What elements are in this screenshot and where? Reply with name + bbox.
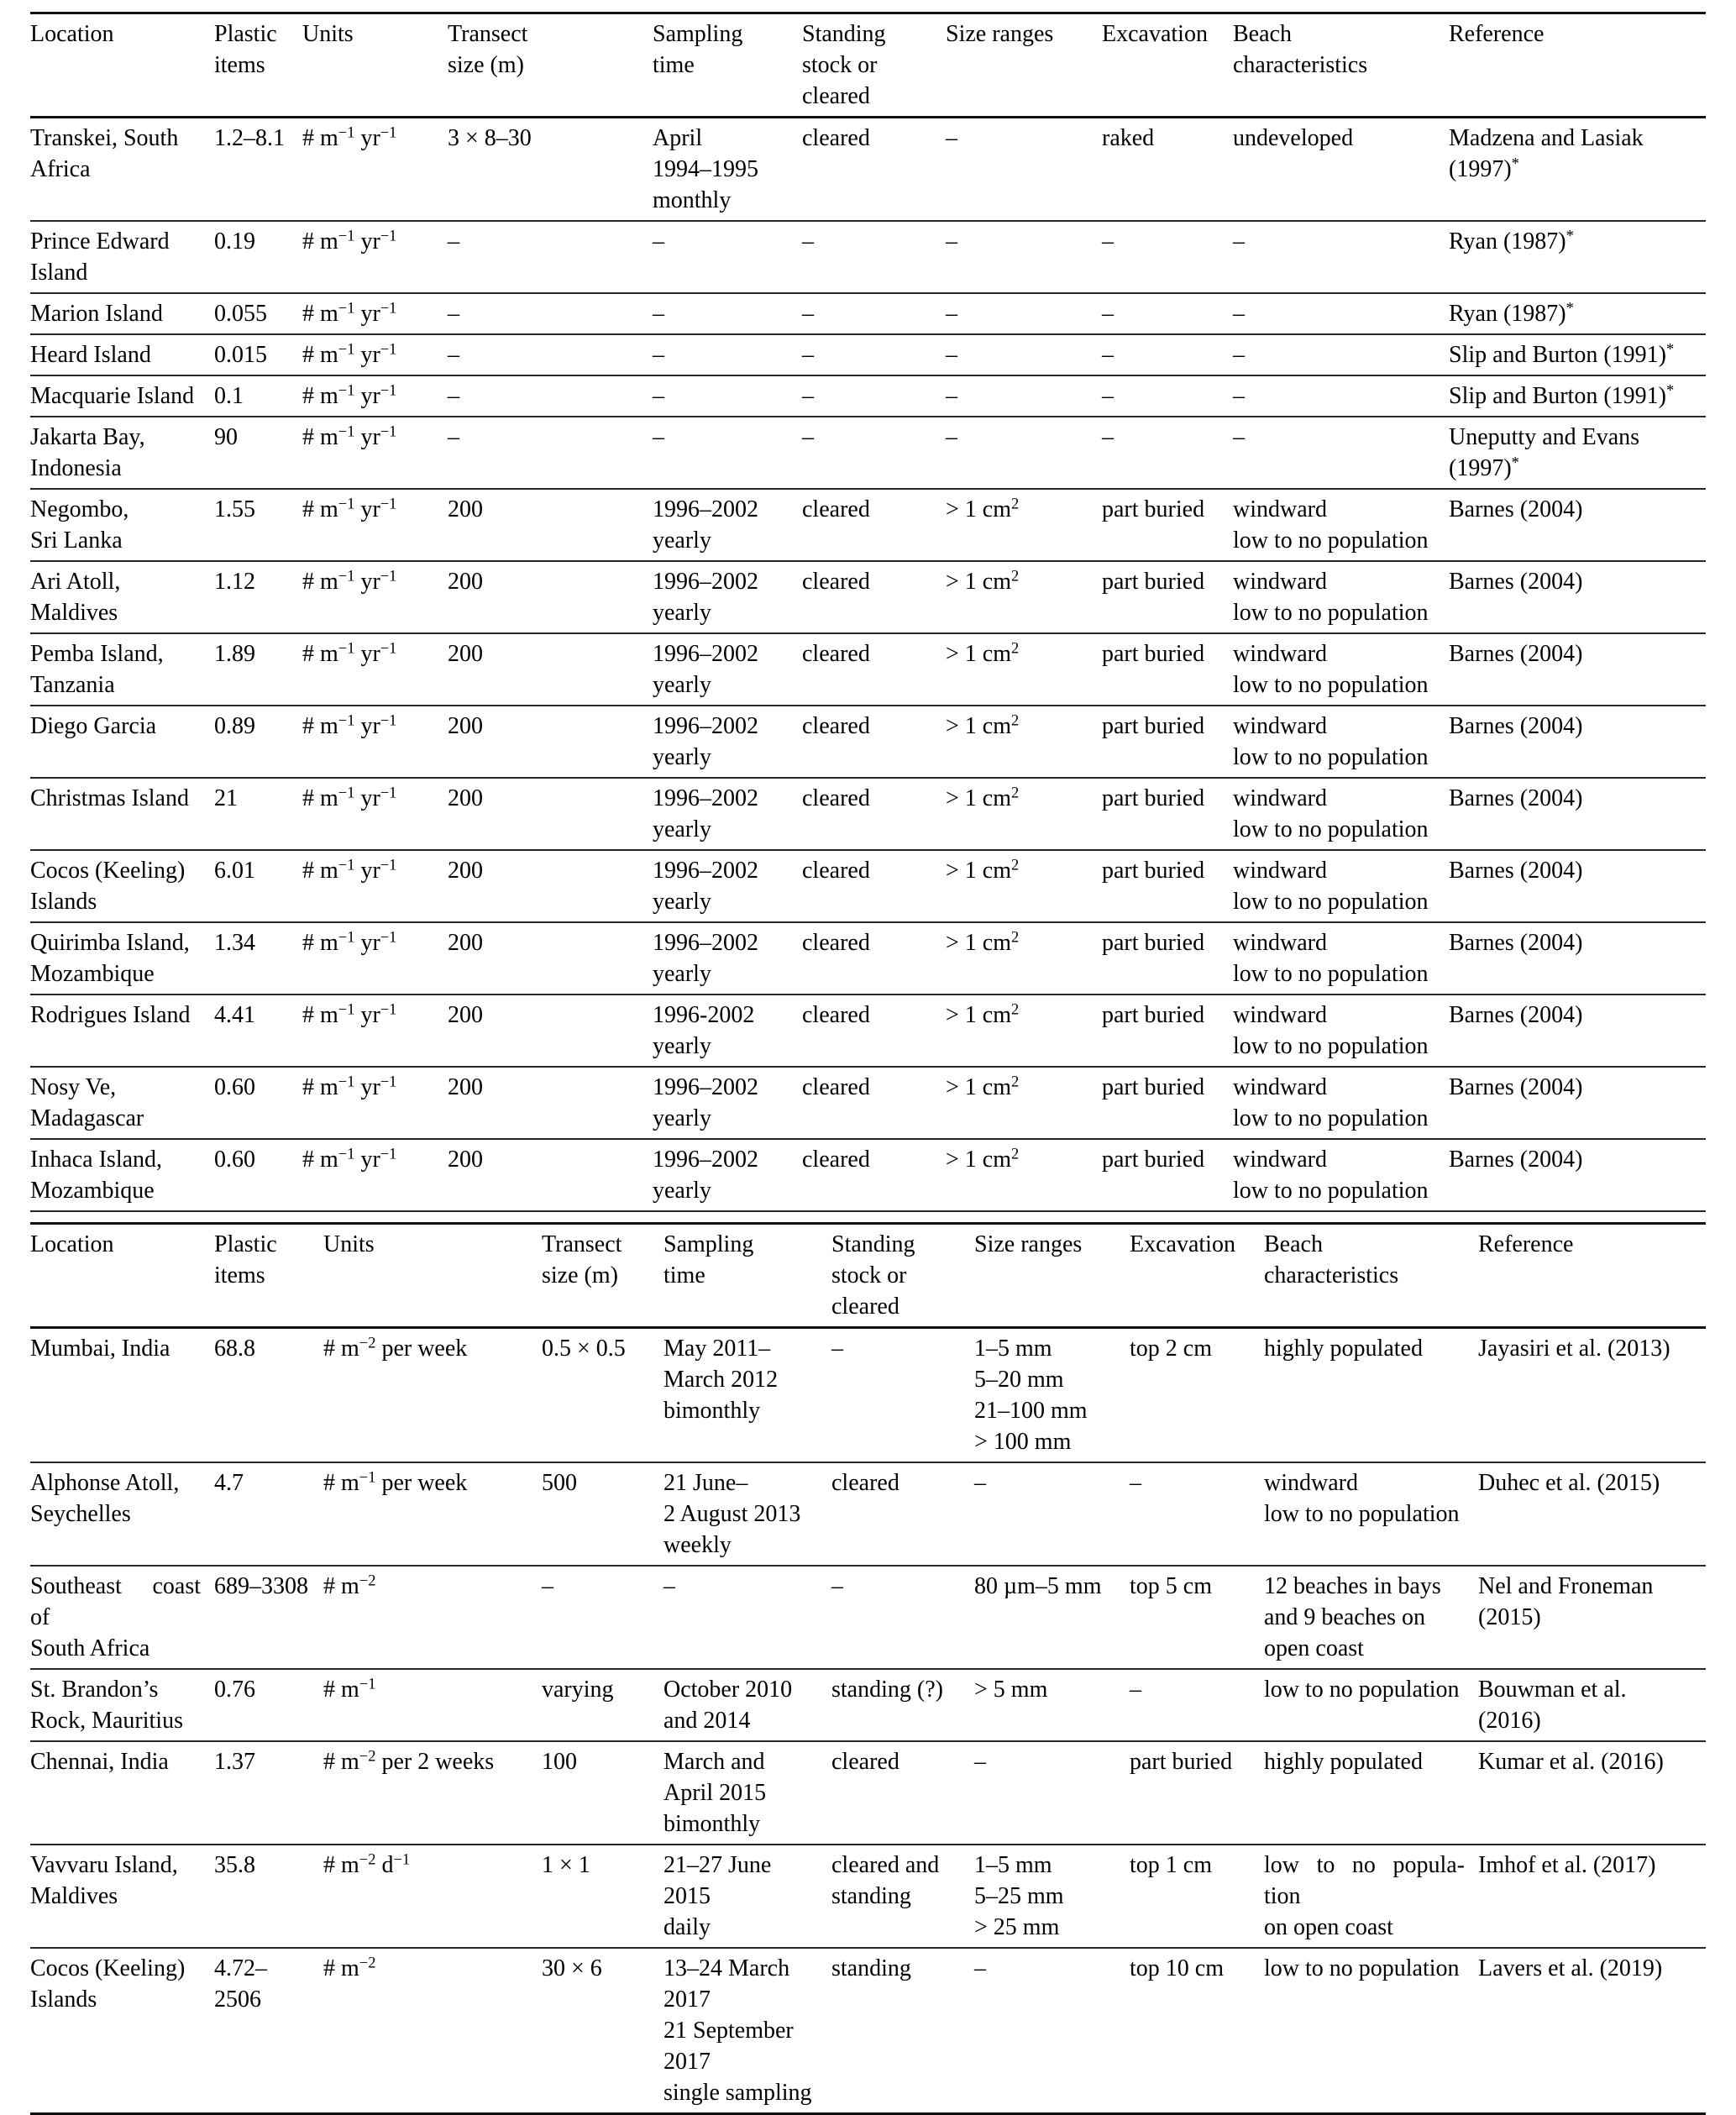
cell-excavation: part buried <box>1102 561 1233 633</box>
cell-sampling_time: 13–24 March 2017 21 September 2017 single sampling <box>663 1948 831 2114</box>
cell-excavation: raked <box>1102 125 1155 151</box>
cell-transect_size: 200 <box>448 633 653 706</box>
table-row <box>30 1948 1706 2114</box>
cell-size_ranges: > 1 $cm^2$ <box>946 778 1102 850</box>
cell-excavation: part buried <box>1102 489 1233 561</box>
cell-transect_size: – <box>448 293 653 334</box>
column-header-reference: Reference <box>1478 1224 1706 1328</box>
cell-units: # $m^{-1}$ $yr^{-1}$ <box>302 375 448 417</box>
cell-size_ranges: 1–5 mm 5–25 mm > 25 mm <box>974 1845 1130 1948</box>
cell-standing_or_cleared: cleared <box>831 1741 974 1845</box>
cell-units: # $m^{-1}$ $yr^{-1}$ <box>302 1067 448 1139</box>
header-row <box>30 13 1706 118</box>
column-header-sampling_time: Sampling time <box>653 13 802 118</box>
cell-plastic_items: 1.89 <box>214 633 302 706</box>
cell-beach_characteristics: – <box>1233 417 1449 489</box>
cell-reference: Lavers et al. (2019) <box>1478 1948 1706 2114</box>
cell-size_ranges: > 1 $cm^2$ <box>946 561 1102 633</box>
cell-size_ranges: > 1 $cm^2$ <box>946 1139 1102 1211</box>
cell-beach_characteristics: 12 beaches in bays and 9 beaches on open coast <box>1264 1566 1478 1669</box>
cell-units: # $m^{-2}$ $d^{-1}$ <box>323 1845 542 1948</box>
cell-units: # $m^{-1}$ <box>323 1669 542 1741</box>
cell-reference: Ryan (1987)* <box>1449 221 1706 293</box>
cell-beach_characteristics: windward low to no population <box>1233 778 1449 850</box>
cell-reference: Barnes (2004) <box>1449 561 1706 633</box>
cell-size_ranges: 80 µm–5 mm <box>974 1566 1130 1669</box>
cell-units: # $m^{-1}$ $yr^{-1}$ <box>302 922 448 995</box>
cell-plastic_items: 0.015 <box>214 334 302 375</box>
cell-excavation: part buried <box>1102 778 1233 850</box>
cell-size_ranges: > 5 mm <box>974 1669 1130 1741</box>
cell-transect_size: 200 <box>448 778 653 850</box>
cell-excavation: – <box>1102 334 1233 375</box>
cell-sampling_time: 1996-2002 yearly <box>653 995 802 1067</box>
cell-sampling_time: – <box>653 417 802 489</box>
cell-excavation: – <box>1130 1462 1264 1566</box>
cell-reference: Barnes (2004) <box>1449 633 1706 706</box>
cell-sampling_time: 1996–2002 yearly <box>653 1139 802 1211</box>
column-header-reference: Reference <box>1449 13 1706 118</box>
cell-sampling_time: March and April 2015 bimonthly <box>663 1741 831 1845</box>
cell-plastic_items: 21 <box>214 778 302 850</box>
cell-sampling_time: – <box>653 375 802 417</box>
cell-plastic_items: 0.60 <box>214 1139 302 1211</box>
cell-location: Macquarie Island <box>30 375 214 417</box>
cell-size_ranges: – <box>946 293 1102 334</box>
cell-plastic_items: 6.01 <box>214 850 302 922</box>
cell-beach_characteristics: – <box>1233 334 1449 375</box>
cell-units: # $m^{-1}$ $yr^{-1}$ <box>302 417 448 489</box>
cell-units: # $m^{-1}$ $yr^{-1}$ <box>302 633 448 706</box>
column-header-plastic_items: Plastic items <box>214 13 302 118</box>
cell-location: Negombo, Sri Lanka <box>30 489 214 561</box>
cell-location: Cocos (Keeling) Islands <box>30 1948 214 2114</box>
cell-reference: Madzena and Lasiak (1997)* <box>1449 125 1644 182</box>
cell-sampling_time: 1996–2002 yearly <box>653 778 802 850</box>
cell-excavation: part buried <box>1130 1741 1264 1845</box>
cell-transect_size: – <box>542 1566 663 1669</box>
cell-excavation: part buried <box>1102 850 1233 922</box>
cell-units: # $m^{-1}$ $yr^{-1}$ <box>302 778 448 850</box>
cell-reference: Barnes (2004) <box>1449 922 1706 995</box>
cell-transect_size: 200 <box>448 1139 653 1211</box>
cell-transect_size: 200 <box>448 850 653 922</box>
column-header-beach_characteristics: Beach characteristics <box>1233 13 1449 118</box>
cell-size_ranges: > 1 $cm^2$ <box>946 706 1102 778</box>
table-row <box>30 334 1706 375</box>
cell-standing_or_cleared: – <box>802 417 946 489</box>
cell-standing_or_cleared: cleared <box>802 489 946 561</box>
cell-units: # $m^{-1}$ $yr^{-1}$ <box>302 1139 448 1211</box>
cell-location: Pemba Island, Tanzania <box>30 633 214 706</box>
cell-location: Cocos (Keeling) Islands <box>30 850 214 922</box>
cell-plastic_items: 0.055 <box>214 293 302 334</box>
cell-beach_characteristics: highly populated <box>1264 1741 1478 1845</box>
cell-sampling_time: April 1994–1995 monthly <box>653 125 758 213</box>
table-row <box>30 561 1706 633</box>
table-row <box>30 922 1706 995</box>
cell-beach_characteristics: windward low to no population <box>1233 633 1449 706</box>
cell-standing_or_cleared: cleared <box>802 1067 946 1139</box>
column-header-size_ranges: Size ranges <box>946 13 1102 118</box>
column-header-size_ranges: Size ranges <box>974 1224 1130 1328</box>
cell-beach_characteristics: windward low to no population <box>1233 1139 1449 1211</box>
table-row <box>30 1845 1706 1948</box>
cell-plastic_items: 0.1 <box>214 375 302 417</box>
cell-size_ranges: – <box>974 1462 1130 1566</box>
cell-sampling_time: 1996–2002 yearly <box>653 489 802 561</box>
cell-size_ranges: 1–5 mm 5–20 mm 21–100 mm > 100 mm <box>974 1336 1088 1455</box>
cell-plastic_items: 35.8 <box>214 1845 323 1948</box>
cell-size_ranges: > 1 $cm^2$ <box>946 489 1102 561</box>
cell-plastic_items: 0.76 <box>214 1669 323 1741</box>
table-row <box>30 221 1706 293</box>
table-row <box>30 1462 1706 1566</box>
cell-size_ranges: > 1 $cm^2$ <box>946 995 1102 1067</box>
cell-plastic_items: 1.2–8.1 <box>214 125 285 151</box>
cell-location: Marion Island <box>30 293 214 334</box>
cell-sampling_time: 1996–2002 yearly <box>653 922 802 995</box>
cell-excavation: part buried <box>1102 1139 1233 1211</box>
cell-plastic_items: 0.89 <box>214 706 302 778</box>
table-row <box>30 1669 1706 1741</box>
cell-plastic_items: 1.55 <box>214 489 302 561</box>
cell-standing_or_cleared: cleared <box>802 125 870 151</box>
cell-size_ranges: – <box>946 221 1102 293</box>
cell-plastic_items: 1.12 <box>214 561 302 633</box>
cell-location: Chennai, India <box>30 1741 214 1845</box>
cell-transect_size: – <box>448 375 653 417</box>
cell-units: # $m^{-1}$ $yr^{-1}$ <box>302 995 448 1067</box>
cell-beach_characteristics: undeveloped <box>1233 125 1354 151</box>
column-header-units: Units <box>302 13 448 118</box>
cell-beach_characteristics: windward low to no population <box>1264 1462 1478 1566</box>
cell-size_ranges: > 1 $cm^2$ <box>946 922 1102 995</box>
cell-plastic_items: 4.72–2506 <box>214 1948 323 2114</box>
cell-size_ranges: – <box>946 417 1102 489</box>
cell-reference: Slip and Burton (1991)* <box>1449 334 1706 375</box>
cell-size_ranges: – <box>946 375 1102 417</box>
table-row <box>30 995 1706 1067</box>
column-header-standing_or_cleared: Standing stock or cleared <box>802 13 946 118</box>
column-header-plastic_items: Plastic items <box>214 1224 323 1328</box>
table-row <box>30 293 1706 334</box>
cell-units: # $m^{-2}$ <box>323 1948 542 2114</box>
cell-transect_size: varying <box>542 1669 663 1741</box>
cell-sampling_time: October 2010 and 2014 <box>663 1669 831 1741</box>
cell-excavation: top 1 cm <box>1130 1845 1264 1948</box>
cell-units: # $m^{-2}$ <box>323 1566 542 1669</box>
cell-reference: Nel and Froneman (2015) <box>1478 1566 1706 1669</box>
table-row <box>30 633 1706 706</box>
column-header-transect_size: Transect size (m) <box>542 1224 663 1328</box>
cell-location: Heard Island <box>30 334 214 375</box>
cell-excavation: top 5 cm <box>1130 1566 1264 1669</box>
cell-beach_characteristics: – <box>1233 293 1449 334</box>
cell-plastic_items: 0.60 <box>214 1067 302 1139</box>
cell-units: # $m^{-1}$ $yr^{-1}$ <box>302 561 448 633</box>
cell-location: Christmas Island <box>30 778 214 850</box>
cell-location: Nosy Ve, Madagascar <box>30 1067 214 1139</box>
column-header-beach_characteristics: Beach characteristics <box>1264 1224 1478 1328</box>
cell-location: Jakarta Bay, Indonesia <box>30 417 214 489</box>
cell-location: Transkei, South Africa <box>30 125 179 182</box>
cell-standing_or_cleared: – <box>831 1336 843 1362</box>
column-header-standing_or_cleared: Standing stock or cleared <box>831 1224 974 1328</box>
cell-beach_characteristics: windward low to no population <box>1233 561 1449 633</box>
table-row <box>30 417 1706 489</box>
cell-standing_or_cleared: cleared <box>802 633 946 706</box>
cell-standing_or_cleared: cleared <box>802 1139 946 1211</box>
cell-sampling_time: 1996–2002 yearly <box>653 706 802 778</box>
cell-location: Southeast coast of South Africa <box>30 1566 214 1669</box>
cell-location: Mumbai, India <box>30 1336 170 1362</box>
beach-table-upper <box>30 12 1706 1212</box>
cell-transect_size: – <box>448 334 653 375</box>
table-row <box>30 375 1706 417</box>
cell-transect_size: – <box>448 221 653 293</box>
cell-location: Alphonse Atoll, Seychelles <box>30 1462 214 1566</box>
cell-plastic_items: 1.37 <box>214 1741 323 1845</box>
cell-location: Quirimba Island, Mozambique <box>30 922 214 995</box>
cell-sampling_time: – <box>653 293 802 334</box>
cell-reference: Barnes (2004) <box>1449 1139 1706 1211</box>
table-row <box>30 489 1706 561</box>
table-row <box>30 1139 1706 1211</box>
cell-beach_characteristics: windward low to no population <box>1233 995 1449 1067</box>
cell-excavation: – <box>1102 417 1233 489</box>
cell-plastic_items: 90 <box>214 417 302 489</box>
cell-sampling_time: 1996–2002 yearly <box>653 1067 802 1139</box>
cell-location: Prince Edward Island <box>30 221 214 293</box>
table-row <box>30 850 1706 922</box>
cell-reference: Barnes (2004) <box>1449 778 1706 850</box>
cell-excavation: – <box>1102 375 1233 417</box>
cell-transect_size: 0.5 × 0.5 <box>542 1336 626 1362</box>
cell-transect_size: 200 <box>448 706 653 778</box>
cell-excavation: part buried <box>1102 922 1233 995</box>
cell-location: Inhaca Island, Mozambique <box>30 1139 214 1211</box>
cell-transect_size: 200 <box>448 489 653 561</box>
cell-standing_or_cleared: cleared <box>802 850 946 922</box>
cell-sampling_time: – <box>653 221 802 293</box>
cell-excavation: – <box>1130 1669 1264 1741</box>
cell-transect_size: – <box>448 417 653 489</box>
cell-beach_characteristics: low to no population <box>1264 1669 1478 1741</box>
cell-beach_characteristics: windward low to no population <box>1233 706 1449 778</box>
column-header-excavation: Excavation <box>1102 13 1233 118</box>
cell-beach_characteristics: low to no population <box>1264 1948 1478 2114</box>
cell-beach_characteristics: – <box>1233 221 1449 293</box>
cell-reference: Bouwman et al. (2016) <box>1478 1669 1706 1741</box>
cell-standing_or_cleared: – <box>802 221 946 293</box>
column-header-transect_size: Transect size (m) <box>448 13 653 118</box>
cell-standing_or_cleared: standing (?) <box>831 1669 974 1741</box>
cell-units: # $m^{-1}$ $yr^{-1}$ <box>302 850 448 922</box>
cell-transect_size: 200 <box>448 922 653 995</box>
cell-sampling_time: May 2011– March 2012 bimonthly <box>663 1336 779 1424</box>
cell-beach_characteristics: low to no popula- tion on open coast <box>1264 1845 1478 1948</box>
cell-plastic_items: 0.19 <box>214 221 302 293</box>
table-row <box>30 706 1706 778</box>
cell-excavation: top 2 cm <box>1130 1336 1212 1362</box>
cell-location: Diego Garcia <box>30 706 214 778</box>
cell-transect_size: 500 <box>542 1462 663 1566</box>
cell-standing_or_cleared: cleared <box>802 922 946 995</box>
column-header-excavation: Excavation <box>1130 1224 1264 1328</box>
cell-size_ranges: – <box>974 1741 1130 1845</box>
cell-size_ranges: – <box>946 334 1102 375</box>
cell-location: Rodrigues Island <box>30 995 214 1067</box>
cell-size_ranges: – <box>974 1948 1130 2114</box>
cell-transect_size: 200 <box>448 1067 653 1139</box>
cell-units: # $m^{-2}$ per week <box>323 1334 468 1362</box>
cell-reference: Slip and Burton (1991)* <box>1449 375 1706 417</box>
table-row <box>30 778 1706 850</box>
cell-standing_or_cleared: – <box>802 375 946 417</box>
cell-reference: Jayasiri et al. (2013) <box>1478 1336 1670 1362</box>
cell-transect_size: 100 <box>542 1741 663 1845</box>
cell-standing_or_cleared: cleared <box>802 995 946 1067</box>
cell-excavation: – <box>1102 221 1233 293</box>
cell-plastic_items: 4.41 <box>214 995 302 1067</box>
cell-reference: Barnes (2004) <box>1449 706 1706 778</box>
cell-standing_or_cleared: cleared <box>831 1462 974 1566</box>
cell-standing_or_cleared: cleared <box>802 561 946 633</box>
cell-excavation: part buried <box>1102 1067 1233 1139</box>
cell-reference: Uneputty and Evans (1997)* <box>1449 417 1706 489</box>
beach-table-lower <box>30 1222 1706 2115</box>
cell-units: # $m^{-1}$ $yr^{-1}$ <box>302 123 397 151</box>
cell-transect_size: 3 × 8–30 <box>448 125 532 151</box>
cell-units: # $m^{-1}$ $yr^{-1}$ <box>302 293 448 334</box>
cell-transect_size: 30 × 6 <box>542 1948 663 2114</box>
cell-plastic_items: 68.8 <box>214 1336 255 1362</box>
cell-standing_or_cleared: – <box>831 1566 974 1669</box>
cell-units: # $m^{-1}$ $yr^{-1}$ <box>302 221 448 293</box>
cell-reference: Barnes (2004) <box>1449 850 1706 922</box>
cell-standing_or_cleared: – <box>802 293 946 334</box>
cell-sampling_time: 1996–2002 yearly <box>653 850 802 922</box>
cell-reference: Barnes (2004) <box>1449 1067 1706 1139</box>
cell-plastic_items: 689–3308 <box>214 1566 323 1669</box>
cell-excavation: part buried <box>1102 633 1233 706</box>
cell-location: Ari Atoll, Maldives <box>30 561 214 633</box>
cell-units: # $m^{-1}$ $yr^{-1}$ <box>302 334 448 375</box>
cell-standing_or_cleared: cleared and standing <box>831 1845 974 1948</box>
column-header-location: Location <box>30 13 214 118</box>
cell-beach_characteristics: windward low to no population <box>1233 922 1449 995</box>
table-row <box>30 1067 1706 1139</box>
header-row <box>30 1224 1706 1328</box>
cell-plastic_items: 1.34 <box>214 922 302 995</box>
cell-standing_or_cleared: standing <box>831 1948 974 2114</box>
cell-standing_or_cleared: cleared <box>802 706 946 778</box>
cell-beach_characteristics: windward low to no population <box>1233 850 1449 922</box>
cell-transect_size: 1 × 1 <box>542 1845 663 1948</box>
cell-reference: Duhec et al. (2015) <box>1478 1462 1706 1566</box>
cell-sampling_time: 1996–2002 yearly <box>653 561 802 633</box>
cell-size_ranges: > 1 $cm^2$ <box>946 1067 1102 1139</box>
table-row <box>30 1328 1706 1463</box>
cell-beach_characteristics: highly populated <box>1264 1336 1423 1362</box>
cell-units: # $m^{-1}$ $yr^{-1}$ <box>302 489 448 561</box>
cell-excavation: – <box>1102 293 1233 334</box>
cell-excavation: part buried <box>1102 995 1233 1067</box>
cell-size_ranges: – <box>946 125 957 151</box>
cell-sampling_time: – <box>663 1566 831 1669</box>
cell-beach_characteristics: – <box>1233 375 1449 417</box>
cell-units: # $m^{-2}$ per 2 weeks <box>323 1741 542 1845</box>
cell-beach_characteristics: windward low to no population <box>1233 1067 1449 1139</box>
cell-plastic_items: 4.7 <box>214 1462 323 1566</box>
column-header-location: Location <box>30 1224 214 1328</box>
cell-size_ranges: > 1 $cm^2$ <box>946 850 1102 922</box>
cell-standing_or_cleared: – <box>802 334 946 375</box>
column-header-sampling_time: Sampling time <box>663 1224 831 1328</box>
cell-sampling_time: – <box>653 334 802 375</box>
table-row <box>30 1566 1706 1669</box>
cell-standing_or_cleared: cleared <box>802 778 946 850</box>
cell-location: Vavvaru Island, Maldives <box>30 1845 214 1948</box>
cell-size_ranges: > 1 $cm^2$ <box>946 633 1102 706</box>
cell-sampling_time: 21 June– 2 August 2013 weekly <box>663 1462 831 1566</box>
cell-excavation: part buried <box>1102 706 1233 778</box>
cell-reference: Barnes (2004) <box>1449 995 1706 1067</box>
cell-reference: Kumar et al. (2016) <box>1478 1741 1706 1845</box>
cell-reference: Barnes (2004) <box>1449 489 1706 561</box>
cell-beach_characteristics: windward low to no population <box>1233 489 1449 561</box>
cell-excavation: top 10 cm <box>1130 1948 1264 2114</box>
cell-location: St. Brandon’s Rock, Mauritius <box>30 1669 214 1741</box>
table-row <box>30 1741 1706 1845</box>
cell-sampling_time: 1996–2002 yearly <box>653 633 802 706</box>
table-row <box>30 118 1706 222</box>
cell-transect_size: 200 <box>448 561 653 633</box>
column-header-units: Units <box>323 1224 542 1328</box>
cell-reference: Ryan (1987)* <box>1449 293 1706 334</box>
cell-transect_size: 200 <box>448 995 653 1067</box>
cell-units: # $m^{-1}$ $yr^{-1}$ <box>302 706 448 778</box>
cell-units: # $m^{-1}$ per week <box>323 1462 542 1566</box>
cell-sampling_time: 21–27 June 2015 daily <box>663 1845 831 1948</box>
cell-reference: Imhof et al. (2017) <box>1478 1845 1706 1948</box>
